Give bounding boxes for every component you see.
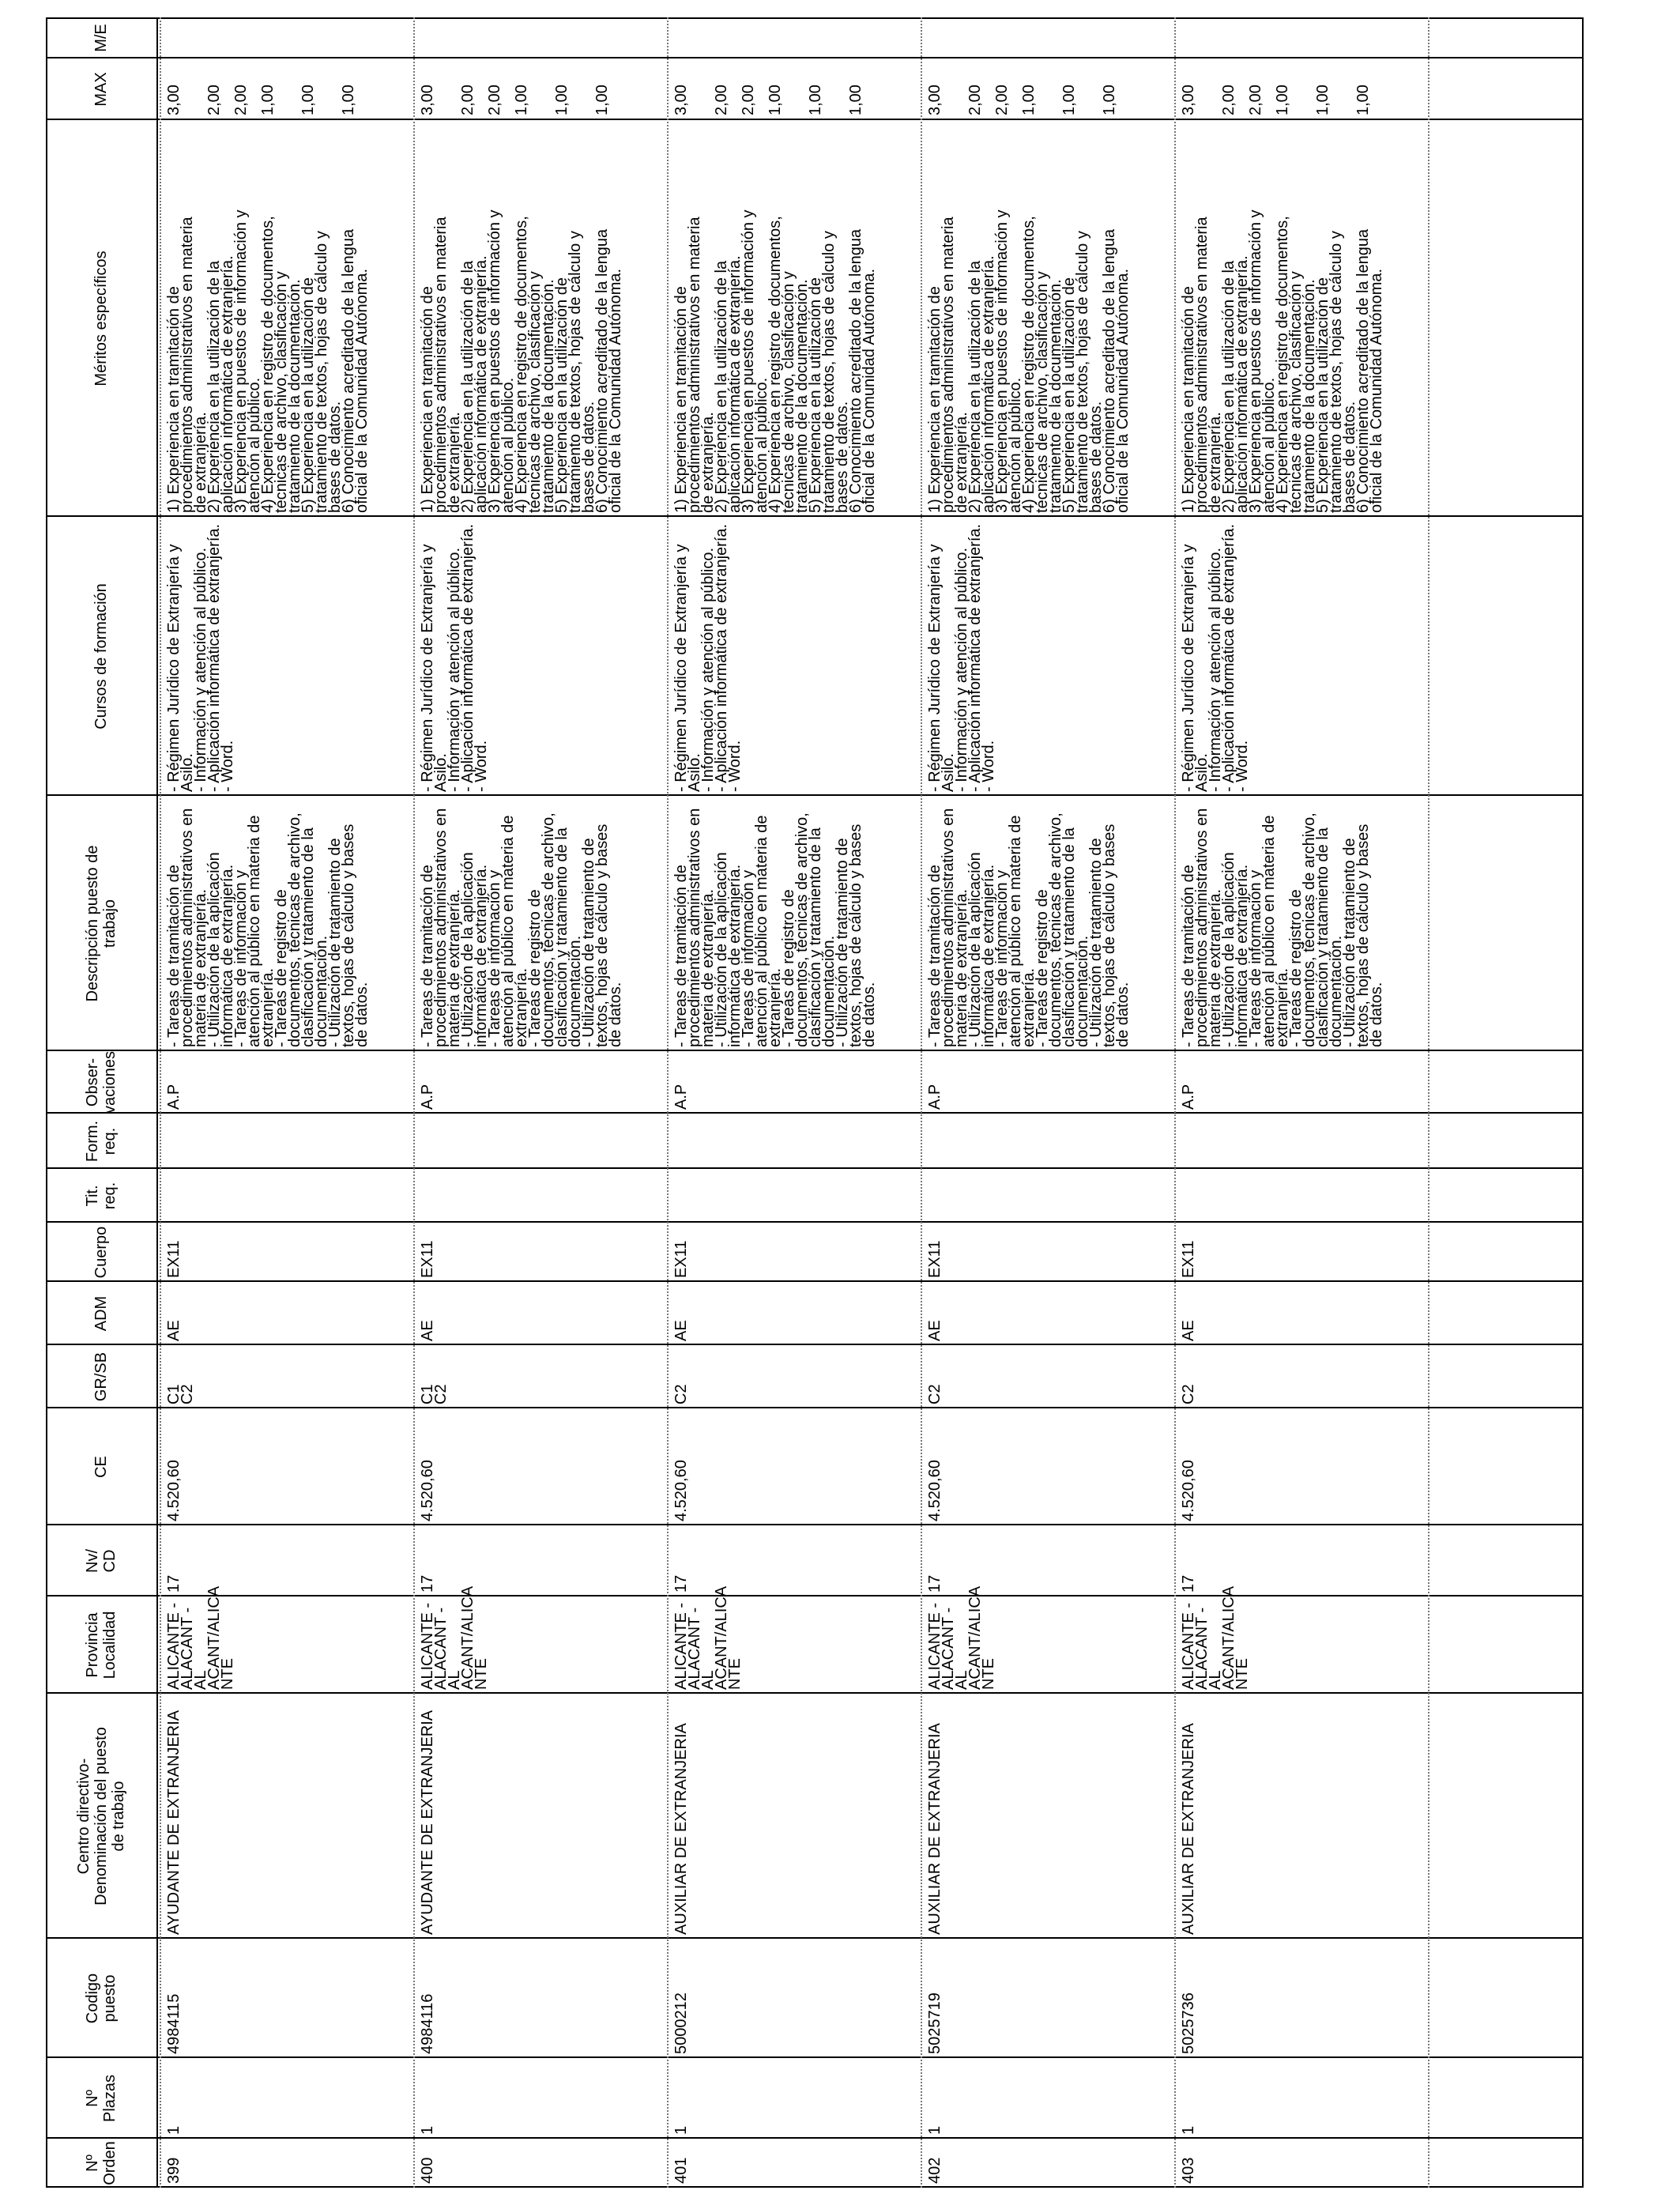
cell-centro: AYUDANTE DE EXTRANJERIA (419, 1710, 436, 1935)
cell-max-value: 3,00 (926, 85, 944, 115)
header-adm: ADM (92, 1295, 110, 1332)
cell-grupo: C1 C2 (419, 1384, 450, 1404)
cell-meritos: 1) Experiencia en tramitación de procedimientos administrativos en materia de extranjería. 2) Experiencia en la utilización de la aplicación informática de extranjería. 3) Experiencia en puestos de información y atención al público. 4) Experiencia en registro de documentos, técnicas de archivo, clasificación y tratamiento de la documentación. 5) Experiencia en la utilización de tratamiento de textos, hojas de cálculo y bases de datos. 6) Conocimiento acreditado de la lengua oficial de la Comunidad Autónoma. (926, 209, 1132, 513)
cell-cursos: - Régimen Jurídico de Extranjería y Asilo. - Información y atención al público. - Aplicación informática de extranjería. - Word. (1180, 523, 1251, 792)
cell-centro: AYUDANTE DE EXTRANJERIA (165, 1710, 183, 1935)
cell-max-value: 2,00 (966, 85, 984, 115)
cell-max-value: 2,00 (232, 85, 250, 115)
cell-meritos: 1) Experiencia en tramitación de procedimientos administrativos en materia de extranjería. 2) Experiencia en la utilización de la aplicación informática de extranjería. 3) Experiencia en puestos de información y atención al público. 4) Experiencia en registro de documentos, técnicas de archivo, clasificación y tratamiento de la documentación. 5) Experiencia en la utilización de tratamiento de textos, hojas de cálculo y bases de datos. 6) Conocimiento acreditado de la lengua oficial de la Comunidad Autónoma. (1180, 209, 1385, 513)
column-divider (46, 1221, 1584, 1223)
header-ce: CE (92, 1456, 110, 1478)
job-positions-table (46, 17, 1584, 2188)
cell-ce: 4.520,60 (926, 1460, 944, 1521)
column-divider (46, 1112, 1584, 1114)
cell-max-value: 2,00 (1220, 85, 1237, 115)
column-divider (46, 119, 1584, 120)
cell-max-value: 3,00 (1180, 85, 1197, 115)
column-divider (46, 794, 1584, 796)
cell-provincia: ALICANTE - ALACANT - AL ACANT/ALICA NTE (926, 1585, 997, 1690)
header-orden: Nº Orden (84, 2141, 119, 2185)
cell-max-value: 1,00 (1020, 85, 1038, 115)
cell-max-value: 2,00 (713, 85, 730, 115)
cell-grupo: C2 (1180, 1384, 1197, 1404)
cell-max-value: 1,00 (1060, 85, 1078, 115)
cell-nivel: 17 (1180, 1574, 1197, 1593)
cell-form (421, 1116, 659, 1165)
row-separator (667, 17, 669, 2188)
cell-max-value: 1,00 (513, 85, 530, 115)
cell-provincia: ALICANTE - ALACANT - AL ACANT/ALICA NTE (165, 1585, 236, 1690)
cell-tit (675, 1171, 913, 1219)
row-separator (1428, 17, 1430, 2188)
cell-max-value: 3,00 (165, 85, 183, 115)
cell-grupo: C2 (926, 1384, 944, 1404)
cell-adm: AE (419, 1320, 436, 1341)
cell-form (929, 1116, 1166, 1165)
cell-max-value: 1,00 (1354, 85, 1372, 115)
cell-adm: AE (672, 1320, 690, 1341)
cell-orden: 401 (672, 2157, 690, 2184)
column-divider (46, 515, 1584, 517)
column-divider (46, 1692, 1584, 1694)
cell-descripcion: - Tareas de tramitación de procedimientos administrativos en materia de extranjería. - Utilización de la aplicación informática de extranjería. - Tareas de información y atención al público en materia de extranjería. - Tareas de registro de documentos, técnicas de archivo, clasificación y tratamiento de la documentación. - Utilización de tratamiento de textos, hojas de cálculo y bases de datos. (419, 808, 624, 1047)
column-divider (46, 2056, 1584, 2058)
cell-descripcion: - Tareas de tramitación de procedimientos administrativos en materia de extranjería. - Utilización de la aplicación informática de extranjería. - Tareas de información y atención al público en materia de extranjería. - Tareas de registro de documentos, técnicas de archivo, clasificación y tratamiento de la documentación. - Utilización de tratamiento de textos, hojas de cálculo y bases de datos. (165, 808, 371, 1047)
cell-cuerpo: EX11 (926, 1240, 944, 1278)
cell-meritos: 1) Experiencia en tramitación de procedimientos administrativos en materia de extranjería. 2) Experiencia en la utilización de la aplicación informática de extranjería. 3) Experiencia en puestos de información y atención al público. 4) Experiencia en registro de documentos, técnicas de archivo, clasificación y tratamiento de la documentación. 5) Experiencia en la utilización de tratamiento de textos, hojas de cálculo y bases de datos. 6) Conocimiento acreditado de la lengua oficial de la Comunidad Autónoma. (672, 209, 878, 513)
column-divider (46, 1937, 1584, 1939)
cell-max-value: 1,00 (340, 85, 357, 115)
cell-cuerpo: EX11 (1180, 1240, 1197, 1278)
cell-tit (929, 1171, 1166, 1219)
cell-meritos: 1) Experiencia en tramitación de procedimientos administrativos en materia de extranjería. 2) Experiencia en la utilización de la aplicación informática de extranjería. 3) Experiencia en puestos de información y atención al público. 4) Experiencia en registro de documentos, técnicas de archivo, clasificación y tratamiento de la documentación. 5) Experiencia en la utilización de tratamiento de textos, hojas de cálculo y bases de datos. 6) Conocimiento acreditado de la lengua oficial de la Comunidad Autónoma. (165, 209, 371, 513)
cell-max-value: 3,00 (672, 85, 690, 115)
cell-plazas: 1 (926, 2125, 944, 2135)
cell-max-value: 2,00 (459, 85, 477, 115)
cell-descripcion: - Tareas de tramitación de procedimientos administrativos en materia de extranjería. - Utilización de la aplicación informática de extranjería. - Tareas de información y atención al público en materia de extranjería. - Tareas de registro de documentos, técnicas de archivo, clasificación y tratamiento de la documentación. - Utilización de tratamiento de textos, hojas de cálculo y bases de datos. (672, 808, 878, 1047)
cell-orden: 399 (165, 2157, 183, 2184)
column-divider (46, 1595, 1584, 1596)
cell-max-value: 1,00 (1314, 85, 1332, 115)
header-descripcion: Descripción puesto de trabajo (84, 845, 119, 1002)
cell-descripcion: - Tareas de tramitación de procedimientos administrativos en materia de extranjería. - Utilización de la aplicación informática de extranjería. - Tareas de información y atención al público en materia de extranjería. - Tareas de registro de documentos, técnicas de archivo, clasificación y tratamiento de la documentación. - Utilización de tratamiento de textos, hojas de cálculo y bases de datos. (926, 808, 1132, 1047)
column-divider (46, 1344, 1584, 1345)
header-nivel: Nv/ CD (84, 1549, 119, 1573)
cell-grupo: C2 (672, 1384, 690, 1404)
cell-meritos: 1) Experiencia en tramitación de procedimientos administrativos en materia de extranjería. 2) Experiencia en la utilización de la aplicación informática de extranjería. 3) Experiencia en puestos de información y atención al público. 4) Experiencia en registro de documentos, técnicas de archivo, clasificación y tratamiento de la documentación. 5) Experiencia en la utilización de tratamiento de textos, hojas de cálculo y bases de datos. 6) Conocimiento acreditado de la lengua oficial de la Comunidad Autónoma. (419, 209, 624, 513)
cell-descripcion: - Tareas de tramitación de procedimientos administrativos en materia de extranjería. - Utilización de la aplicación informática de extranjería. - Tareas de información y atención al público en materia de extranjería. - Tareas de registro de documentos, técnicas de archivo, clasificación y tratamiento de la documentación. - Utilización de tratamiento de textos, hojas de cálculo y bases de datos. (1180, 808, 1385, 1047)
cell-ce: 4.520,60 (1180, 1460, 1197, 1521)
column-divider (46, 1407, 1584, 1408)
cell-max-value: 1,00 (1101, 85, 1118, 115)
cell-ce: 4.520,60 (165, 1460, 183, 1521)
header-plazas: Nº Plazas (84, 2074, 119, 2123)
header-bottom-border (156, 17, 158, 2188)
cell-provincia: ALICANTE - ALACANT - AL ACANT/ALICA NTE (1180, 1585, 1251, 1690)
cell-ce: 4.520,60 (419, 1460, 436, 1521)
column-divider (46, 1280, 1584, 1282)
row-separator (413, 17, 415, 2188)
column-divider (46, 1050, 1584, 1051)
cell-nivel: 17 (165, 1574, 183, 1593)
cell-tit (168, 1171, 405, 1219)
header-cuerpo: Cuerpo (92, 1226, 110, 1279)
cell-cursos: - Régimen Jurídico de Extranjería y Asilo. - Información y atención al público. - Aplicación informática de extranjería. - Word. (419, 523, 490, 792)
cell-adm: AE (165, 1320, 183, 1341)
header-provincia: Provincia Localidad (84, 1611, 119, 1679)
cell-obs: A.P (165, 1084, 183, 1110)
table-right-border (46, 17, 1584, 19)
cell-codigo: 4984116 (419, 1993, 436, 2054)
header-meritos: Méritos específicos (92, 251, 110, 386)
cell-codigo: 5000212 (672, 1992, 690, 2054)
cell-grupo: C1 C2 (165, 1384, 196, 1404)
cell-max-value: 2,00 (205, 85, 223, 115)
cell-plazas: 1 (1180, 2125, 1197, 2135)
cell-max-value: 1,00 (767, 85, 784, 115)
cell-form (1182, 1116, 1420, 1165)
cell-nivel: 17 (419, 1574, 436, 1593)
row-separator (921, 17, 922, 2188)
cell-cuerpo: EX11 (672, 1240, 690, 1278)
cell-max-value: 2,00 (1247, 85, 1264, 115)
cell-max-value: 1,00 (593, 85, 611, 115)
cell-nivel: 17 (926, 1574, 944, 1593)
cell-tit (421, 1171, 659, 1219)
table-bottom-border (1582, 17, 1584, 2188)
header-form: Form. req. (84, 1120, 119, 1163)
row-separator (160, 17, 161, 2188)
cell-provincia: ALICANTE - ALACANT - AL ACANT/ALICA NTE (672, 1585, 744, 1690)
cell-cuerpo: EX11 (419, 1240, 436, 1278)
cell-orden: 402 (926, 2157, 944, 2184)
cell-orden: 400 (419, 2157, 436, 2184)
cell-obs: A.P (672, 1084, 690, 1110)
cell-centro: AUXILIAR DE EXTRANJERIA (926, 1723, 944, 1935)
cell-max-value: 1,00 (299, 85, 317, 115)
cell-max-value: 2,00 (993, 85, 1011, 115)
cell-max-value: 1,00 (847, 85, 864, 115)
header-max: MAX (92, 72, 110, 107)
header-codigo: Codigo puesto (84, 1973, 119, 2024)
cell-cursos: - Régimen Jurídico de Extranjería y Asilo. - Información y atención al público. - Aplicación informática de extranjería. - Word. (672, 523, 744, 792)
header-tit: Tit. req. (84, 1182, 119, 1210)
cell-centro: AUXILIAR DE EXTRANJERIA (1180, 1723, 1197, 1935)
cell-ce: 4.520,60 (672, 1460, 690, 1521)
header-me: M/E (92, 24, 110, 52)
cell-plazas: 1 (419, 2125, 436, 2135)
cell-max-value: 1,00 (807, 85, 824, 115)
cell-max-value: 2,00 (486, 85, 503, 115)
cell-codigo: 5025719 (926, 1992, 944, 2054)
cell-cursos: - Régimen Jurídico de Extranjería y Asilo. - Información y atención al público. - Aplicación informática de extranjería. - Word. (926, 523, 997, 792)
header-cursos: Cursos de formación (92, 583, 110, 729)
cell-adm: AE (1180, 1320, 1197, 1341)
column-divider (46, 1524, 1584, 1525)
cell-codigo: 5025736 (1180, 1992, 1197, 2054)
cell-plazas: 1 (672, 2125, 690, 2135)
cell-cuerpo: EX11 (165, 1240, 183, 1278)
cell-obs: A.P (1180, 1084, 1197, 1110)
header-grupo: GR/SB (92, 1351, 110, 1402)
cell-codigo: 4984115 (165, 1993, 183, 2054)
cell-max-value: 1,00 (259, 85, 277, 115)
column-divider (46, 57, 1584, 58)
header-centro: Centro directivo- Denominación del puesto de trabajo (75, 1727, 127, 1906)
cell-max-value: 1,00 (1274, 85, 1291, 115)
cell-orden: 403 (1180, 2157, 1197, 2184)
cell-max-value: 1,00 (553, 85, 571, 115)
cell-centro: AUXILIAR DE EXTRANJERIA (672, 1723, 690, 1935)
cell-cursos: - Régimen Jurídico de Extranjería y Asilo. - Información y atención al público. - Aplicación informática de extranjería. - Word. (165, 523, 236, 792)
row-separator (1174, 17, 1176, 2188)
table-left-border (46, 2186, 1584, 2188)
cell-provincia: ALICANTE - ALACANT - AL ACANT/ALICA NTE (419, 1585, 490, 1690)
column-divider (46, 2137, 1584, 2139)
cell-max-value: 3,00 (419, 85, 436, 115)
column-divider (46, 1167, 1584, 1169)
cell-obs: A.P (926, 1084, 944, 1110)
cell-max-value: 2,00 (740, 85, 757, 115)
cell-form (675, 1116, 913, 1165)
cell-obs: A.P (419, 1084, 436, 1110)
cell-adm: AE (926, 1320, 944, 1341)
cell-tit (1182, 1171, 1420, 1219)
cell-nivel: 17 (672, 1574, 690, 1593)
header-obs: Obser- vaciones (84, 1051, 119, 1114)
cell-form (168, 1116, 405, 1165)
cell-plazas: 1 (165, 2125, 183, 2135)
